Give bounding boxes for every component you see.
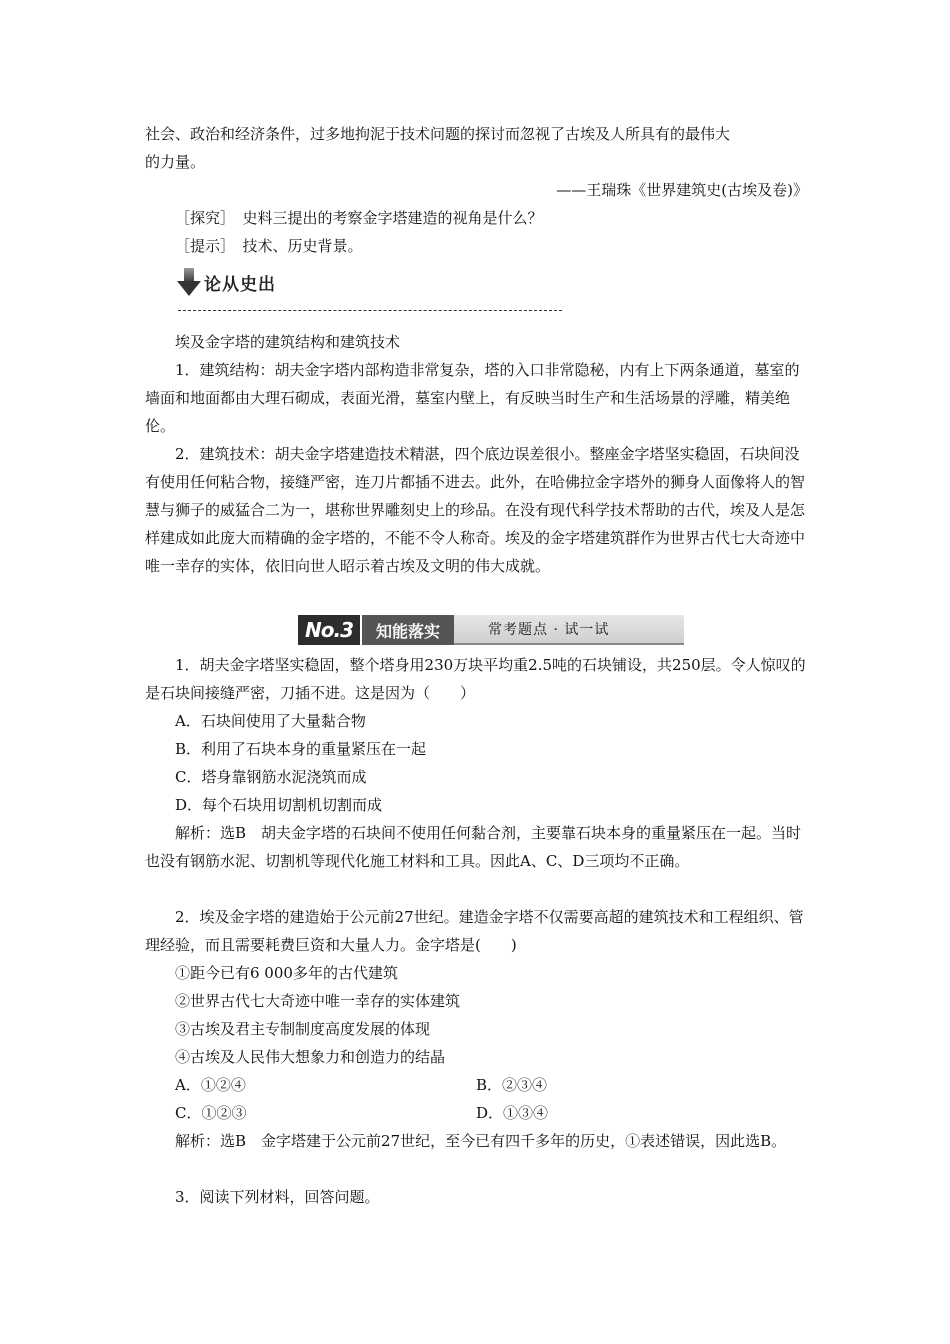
q2-option-c: C．①②③ <box>175 1104 247 1122</box>
question-3-stem: 3．阅读下列材料，回答问题。 <box>175 1188 380 1206</box>
q2-option-d: D．①③④ <box>476 1104 549 1122</box>
q2-item-1: ①距今已有6 000多年的古代建筑 <box>175 964 398 982</box>
paragraph-technique: 2．建筑技术：胡夫金字塔建造技术精湛，四个底边误差很小。整座金字塔坚实稳固，石块间没有使用任何粘合物，接缝严密，连刀片都插不进去。此外，在哈佛拉金字塔外的狮身人面像将人的智慧与狮子的威猛合二为一，堪称世界雕刻史上的珍品。在没有现代科学技术帮助的古代，埃及人是怎样建成如此庞大而精确的金字塔的，不能不令人称奇。埃及的金字塔建筑群作为世界古代七大奇迹中唯一幸存的实体，依旧向世人昭示着古埃及文明的伟大成就。 <box>145 445 806 575</box>
q2-item-3: ③古埃及君主专制制度高度发展的体现 <box>175 1020 431 1038</box>
question-2-stem: 2．埃及金字塔的建造始于公元前27世纪。建造金字塔不仅需要高超的建筑技术和工程组织、管理经验，而且需要耗费巨资和大量人力。金字塔是( ) <box>145 908 804 954</box>
explore-question: ［探究］ 史料三提出的考察金字塔建造的视角是什么？ <box>175 209 543 227</box>
q2-item-4: ④古埃及人民伟大想象力和创造力的结晶 <box>175 1048 446 1066</box>
citation: ——王瑞珠《世界建筑史(古埃及卷)》 <box>556 181 808 199</box>
hint-answer: ［提示］ 技术、历史背景。 <box>175 237 363 255</box>
q2-analysis: 解析：选B 金字塔建于公元前27世纪，至今已有四千多年的历史，①表述错误，因此选B。 <box>175 1132 787 1150</box>
section-heading: 埃及金字塔的建筑结构和建筑技术 <box>175 333 401 351</box>
q1-option-a: A．石块间使用了大量黏合物 <box>175 712 366 730</box>
banner-subtitle: 常考题点 · 试一试 <box>454 615 684 645</box>
lun-cong-shi-chu-header <box>176 266 276 298</box>
down-arrow-icon <box>176 267 202 297</box>
q2-option-b: B．②③④ <box>476 1076 548 1094</box>
q1-option-b: B．利用了石块本身的重量紧压在一起 <box>175 740 427 758</box>
paragraph-structure: 1．建筑结构：胡夫金字塔内部构造非常复杂，塔的入口非常隐秘，内有上下两条通道，墓室的墙面和地面都由大理石砌成，表面光滑，墓室内壁上，有反映当时生产和生活场景的浮雕，精美绝伦。 <box>145 361 800 435</box>
continuation-line-2: 的力量。 <box>145 153 206 171</box>
knowledge-banner <box>298 615 684 645</box>
q2-option-a: A．①②④ <box>175 1076 246 1094</box>
banner-number: No.3 <box>298 615 360 645</box>
q1-option-d: D．每个石块用切割机切割而成 <box>175 796 383 814</box>
q1-option-c: C．塔身靠钢筋水泥浇筑而成 <box>175 768 367 786</box>
q1-analysis: 解析：选B 胡夫金字塔的石块间不使用任何黏合剂，主要靠石块本身的重量紧压在一起。当时也没有钢筋水泥、切割机等现代化施工材料和工具。因此A、C、D三项均不正确。 <box>145 824 802 870</box>
divider <box>178 310 562 311</box>
continuation-line-1: 社会、政治和经济条件，过多地拘泥于技术问题的探讨而忽视了古埃及人所具有的最伟大 <box>145 125 731 143</box>
section-title: 论从史出 <box>204 274 276 295</box>
q2-item-2: ②世界古代七大奇迹中唯一幸存的实体建筑 <box>175 992 461 1010</box>
question-1-stem: 1．胡夫金字塔坚实稳固，整个塔身用230万块平均重2.5吨的石块铺设，共250层。令人惊叹的是石块间接缝严密，刀插不进。这是因为（ ） <box>145 656 806 702</box>
banner-title: 知能落实 <box>360 615 454 645</box>
